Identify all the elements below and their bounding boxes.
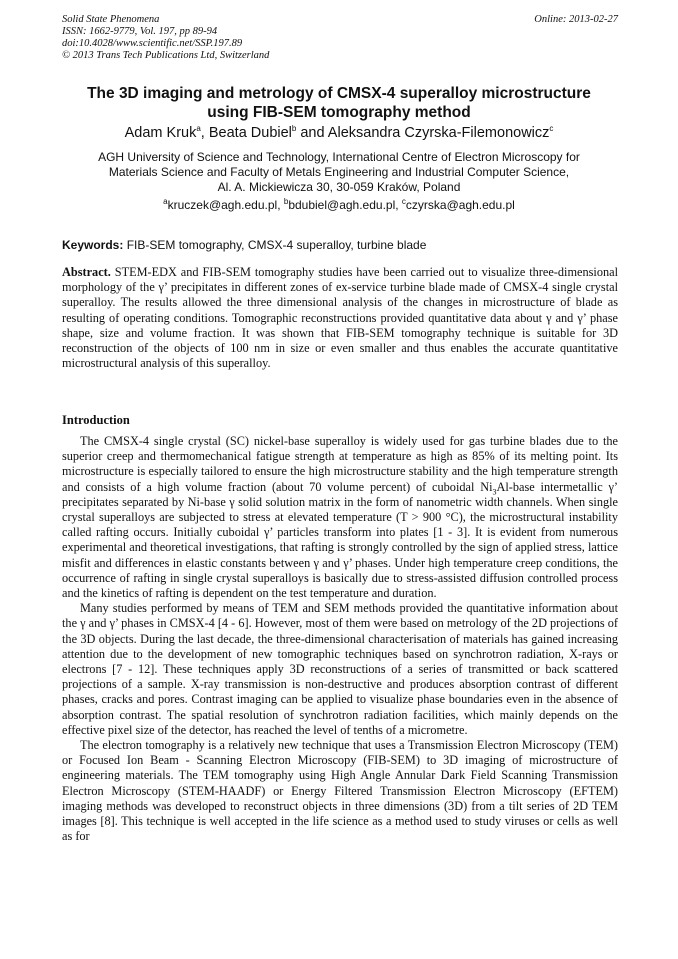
journal-issn: ISSN: 1662-9779, Vol. 197, pp 89-94 [62, 26, 218, 37]
author-affil-mark: b [291, 124, 297, 134]
author-affil-mark: c [549, 124, 554, 134]
email-link[interactable]: czyrska@agh.edu.pl [405, 198, 515, 212]
paragraph-text: Al-base intermetallic γ’ precipitates separated by Ni-base γ solid solution matrix in the form of nanometric width channels. When single crystal superalloys are subjected to stress at elevated temperature (T > 900 °C), the microstructural instability called rafting occurs. Initially cuboidal γ’ particles transform into plates [1 - 3]. It is evident from numerous experimental and theoretical investigations, that rafting is strongly controlled by the sign of applied stress, lattice misfit and differences in elastic constants between γ and γ’ phases. Under high temperature creep conditions, the occurrence of rafting in single crystal superalloys is basically due to stress-assisted diffusion controlled process and the kinetics of rafting is dependent on the test temperature and duration. [62, 479, 619, 601]
email-mark: a [163, 197, 168, 206]
email-mark: c [401, 197, 406, 206]
paragraph [62, 434, 618, 601]
journal-name: Solid State Phenomena [62, 14, 160, 25]
title-line-2: using FIB-SEM tomography method [207, 104, 471, 121]
online-date: Online: 2013-02-27 [534, 14, 618, 25]
abstract [62, 265, 618, 371]
email-mark: b [283, 197, 289, 206]
keywords [62, 238, 618, 252]
author-name: Beata Dubiel [208, 125, 292, 141]
paragraph-text: The CMSX-4 single crystal (SC) nickel-base superalloy is widely used for gas turbine blades due to the superior creep and thermomechanical fatigue strength at temperature as high as 85% of its melting point. Its microstructure is especially tailored to ensure the high microstructure stability and the high temperature strength and consists of a high volume fraction (about 70 volume percent) of cuboidal Ni [62, 434, 618, 494]
email-link[interactable]: bdubiel@agh.edu.pl [288, 198, 396, 212]
journal-header [62, 14, 618, 62]
copyright-line: © 2013 Trans Tech Publications Ltd, Switzerland [62, 50, 270, 61]
author-separator: , [200, 125, 209, 141]
author-separator: and [296, 125, 328, 141]
paper-title [62, 84, 616, 122]
abstract-label: Abstract. [62, 265, 111, 279]
keywords-label: Keywords: [62, 238, 124, 252]
affiliation [62, 150, 616, 195]
email-separator: , [277, 198, 284, 212]
subscript: 3 [492, 487, 497, 497]
author-name: Aleksandra Czyrska-Filemonowicz [327, 125, 550, 141]
paragraph: Many studies performed by means of TEM and SEM methods provided the quantitative information about the γ and γ’ phases in CMSX-4 [4 - 6]. However, most of them were based on metrology of the 2D projections of the 3D objects. During the last decade, the three-dimensional characterisation of materials has gained increasing attention due to the development of new tomographic techniques based on synchrotron radiation, X-rays or electrons [7 - 12]. These techniques apply 3D reconstructions of a series of transmitted or back scattered projections of a sample. X-ray transmission is non-destructive and produces absorption contrast of different phases, cracks and pores. Contrast imaging can be applied to visualize phase boundaries even in the absence of absorption contrast. The spatial resolution of synchrotron radiation facilities, which mainly depends on the effective pixel size of the detector, has reached the level of tenths of a micrometre. [62, 601, 618, 737]
section-heading: Introduction [62, 413, 130, 427]
email-link[interactable]: kruczek@agh.edu.pl [167, 198, 278, 212]
introduction-body [62, 434, 618, 844]
paragraph: The electron tomography is a relatively new technique that uses a Transmission Electron Microscopy (TEM) or Focused Ion Beam - Scanning Electron Microscopy (FIB-SEM) to 3D imaging of microstructure of engineering materials. The TEM tomography using High Angle Annular Dark Field Scanning Transmission Electron Microscopy (STEM-HAADF) or Energy Filtered Transmission Electron Microscopy (EFTEM) imaging methods was developed to reconstruct objects in three dimensions (3D) from a tilt series of 2D TEM images [8]. This technique is well accepted in the life science as a method used to study viruses or cells as well as for [62, 738, 618, 844]
affiliation-line: Al. A. Mickiewicza 30, 30-059 Kraków, Poland [217, 180, 461, 194]
keywords-text: FIB-SEM tomography, CMSX-4 superalloy, turbine blade [123, 238, 427, 252]
author-list [62, 124, 616, 142]
abstract-text: STEM-EDX and FIB-SEM tomography studies have been carried out to visualize three-dimensional morphology of the γ’ precipitates in different zones of ex-service turbine blade made of CMSX-4 single crystal superalloy. The results allowed the three dimensional analysis of the changes in microstructure of blade as resulting of operating conditions. Tomographic reconstructions provided quantitative data about γ and γ’ phase shape, size and volume fraction. It was shown that FIB-SEM tomography technique is suitable for 3D reconstruction of the objects of 100 nm in size or even smaller and thus enables the accurate quantitative microstructural analysis of this superalloy. [62, 265, 618, 371]
author-affil-mark: a [196, 124, 201, 134]
author-emails [62, 198, 616, 213]
title-line-1: The 3D imaging and metrology of CMSX-4 superalloy microstructure [87, 85, 591, 102]
article-doi: doi:10.4028/www.scientific.net/SSP.197.89 [62, 38, 243, 49]
affiliation-line: AGH University of Science and Technology, International Centre of Electron Microscopy for [98, 150, 580, 164]
author-name: Adam Kruk [124, 125, 197, 141]
affiliation-line: Materials Science and Faculty of Metals Engineering and Industrial Computer Science, [108, 165, 570, 179]
email-separator: , [395, 198, 402, 212]
